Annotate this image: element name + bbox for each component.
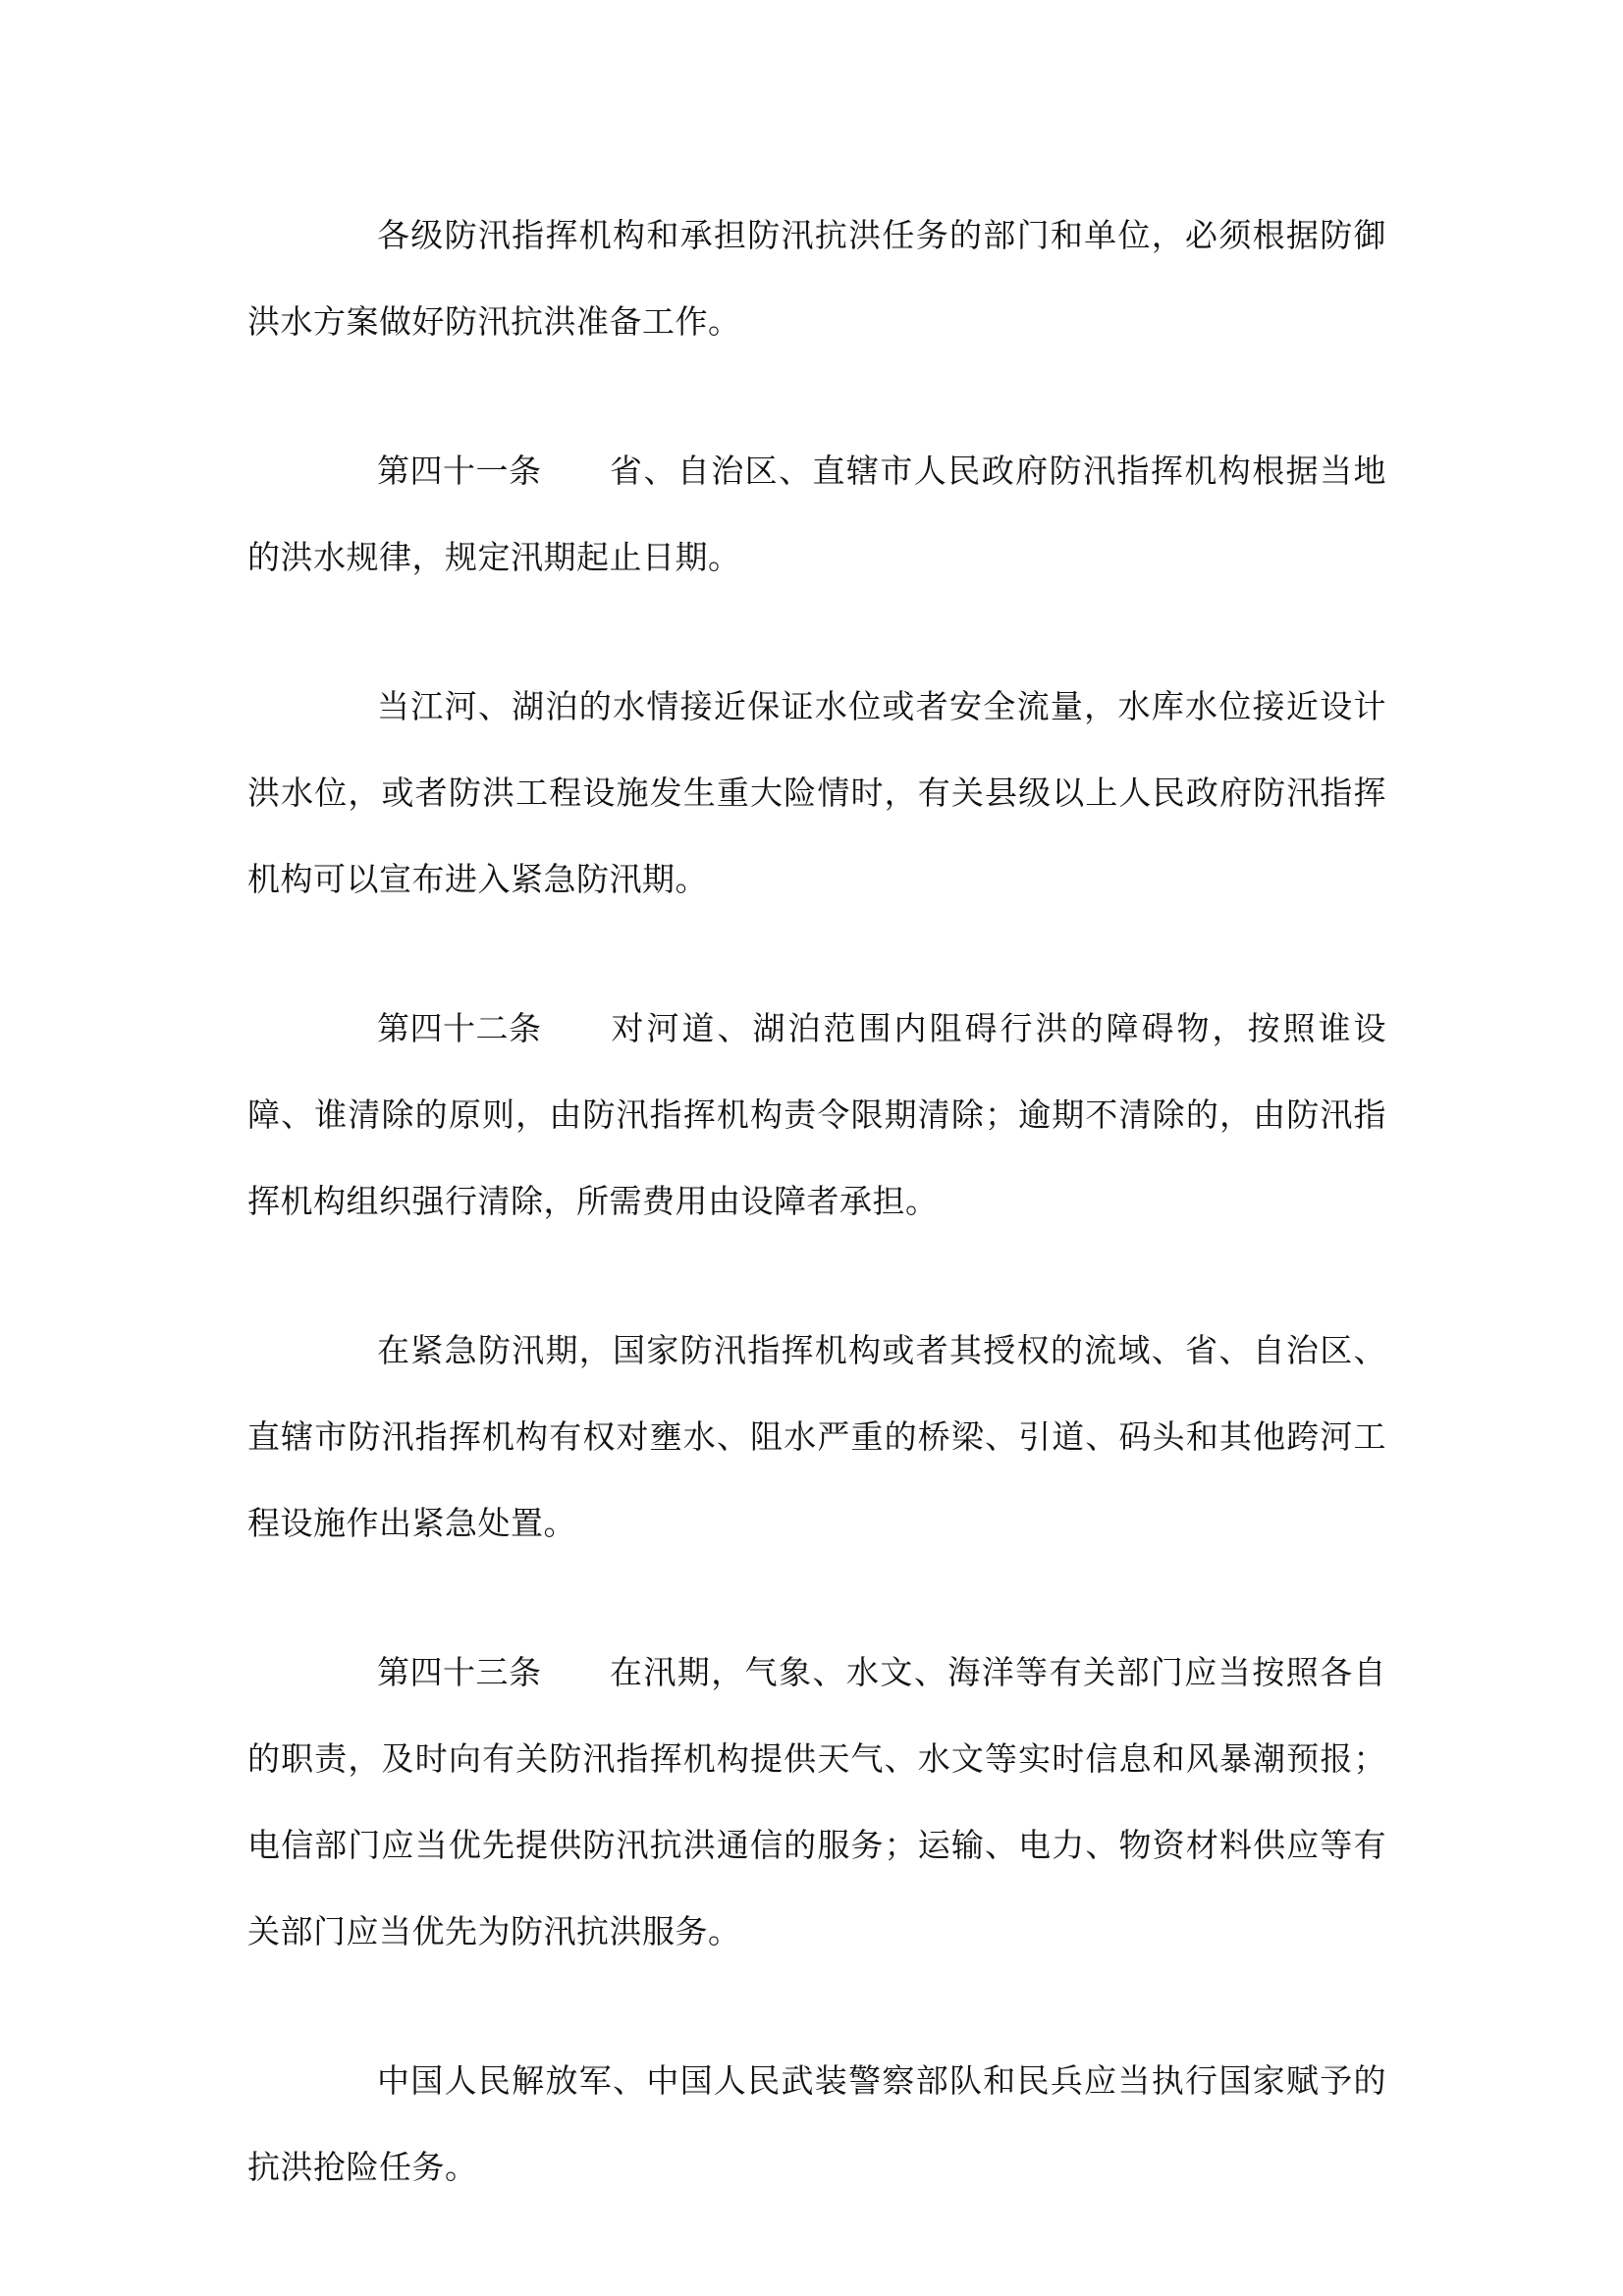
paragraph-text: 对河道、湖泊范围内阻碍行洪的障碍物，按照谁设障、谁清除的原则，由防汛指挥机构责令限期清除；逾期不清除的，由防汛指挥机构组织强行清除，所需费用由设障者承担。 xyxy=(247,1009,1386,1220)
paragraph xyxy=(247,664,1386,923)
article-number: 第四十一条 xyxy=(377,452,542,490)
article-paragraph xyxy=(247,986,1386,1245)
paragraph-text: 各级防汛指挥机构和承担防汛抗洪任务的部门和单位，必须根据防御洪水方案做好防汛抗洪准备工作。 xyxy=(247,216,1386,341)
paragraph xyxy=(247,2038,1386,2211)
article-number: 第四十二条 xyxy=(377,1009,542,1047)
paragraph-text: 在紧急防汛期，国家防汛指挥机构或者其授权的流域、省、自治区、直辖市防汛指挥机构有权对壅水、阻水严重的桥梁、引道、码头和其他跨河工程设施作出紧急处置。 xyxy=(247,1331,1386,1542)
paragraph xyxy=(247,1308,1386,1567)
document-body xyxy=(247,192,1386,2273)
article-number: 第四十三条 xyxy=(377,1653,542,1691)
paragraph xyxy=(247,192,1386,365)
article-paragraph xyxy=(247,428,1386,601)
paragraph-text: 中国人民解放军、中国人民武装警察部队和民兵应当执行国家赋予的抗洪抢险任务。 xyxy=(247,2061,1386,2186)
paragraph-text: 当江河、湖泊的水情接近保证水位或者安全流量，水库水位接近设计洪水位，或者防洪工程设施发生重大险情时，有关县级以上人民政府防汛指挥机构可以宣布进入紧急防汛期。 xyxy=(247,687,1386,898)
article-paragraph xyxy=(247,1629,1386,1975)
paragraph-text: 省、自治区、直辖市人民政府防汛指挥机构根据当地的洪水规律，规定汛期起止日期。 xyxy=(247,452,1386,576)
paragraph-text: 在汛期，气象、水文、海洋等有关部门应当按照各自的职责，及时向有关防汛指挥机构提供天气、水文等实时信息和风暴潮预报；电信部门应当优先提供防汛抗洪通信的服务；运输、电力、物资材料供应等有关部门应当优先为防汛抗洪服务。 xyxy=(247,1653,1386,1950)
